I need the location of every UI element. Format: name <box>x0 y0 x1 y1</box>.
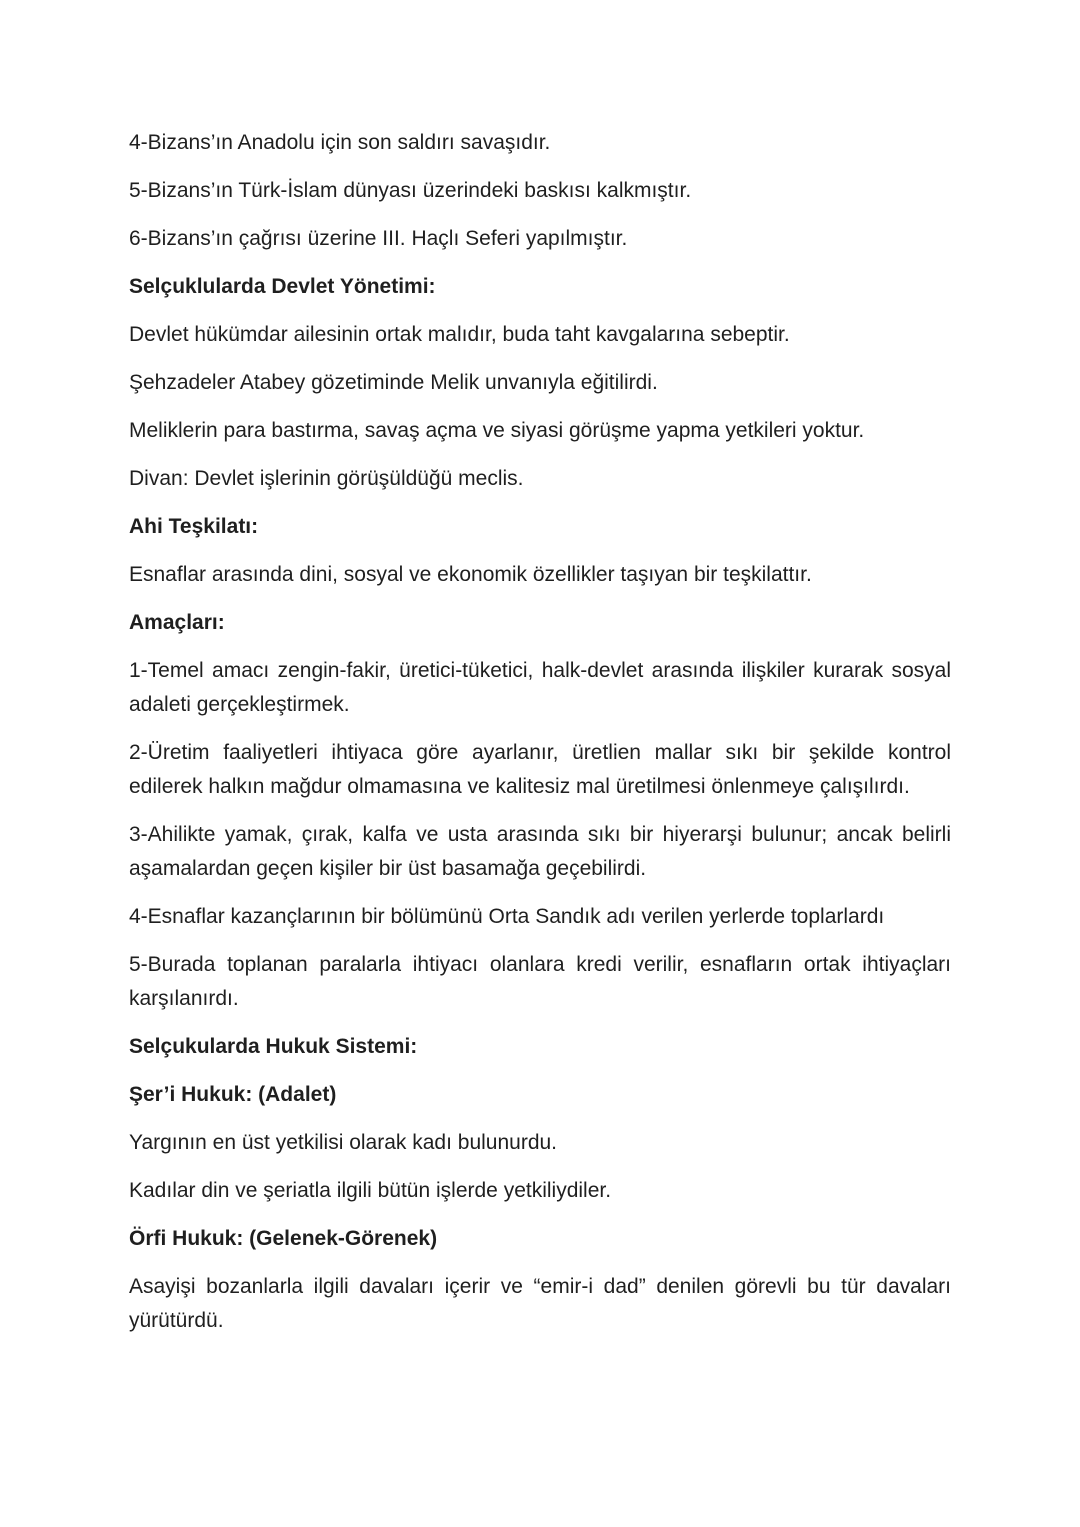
paragraph-bizans-anadolu: 4-Bizans’ın Anadolu için son saldırı savaşıdır. <box>129 131 551 154</box>
list-item-amac-2: 2-Üretim faaliyetleri ihtiyaca göre ayarlanır, üretlien mallar sıkı bir şekilde kontrol edilerek halkın mağdur olmamasına ve kalitesiz mal üretilmesi önlenmeye çalışılırdı. <box>129 741 951 798</box>
list-item-amac-5: 5-Burada toplanan paralarla ihtiyacı olanlara kredi verilir, esnafların ortak ihtiyaçları karşılanırdı. <box>129 953 951 1010</box>
list-item-amac-4: 4-Esnaflar kazançlarının bir bölümünü Orta Sandık adı verilen yerlerde toplarlardı <box>129 905 885 928</box>
heading-ahi-teskilati: Ahi Teşkilatı: <box>129 515 259 538</box>
heading-orfi-hukuk: Örfi Hukuk: (Gelenek-Görenek) <box>129 1227 438 1250</box>
paragraph-asayis: Asayişi bozanlarla ilgili davaları içerir ve “emir-i dad” denilen görevli bu tür davaları yürütürdü. <box>129 1275 951 1332</box>
paragraph-melikler: Meliklerin para bastırma, savaş açma ve siyasi görüşme yapma yetkileri yoktur. <box>129 419 865 442</box>
paragraph-divan: Divan: Devlet işlerinin görüşüldüğü meclis. <box>129 467 524 490</box>
paragraph-esnaflar: Esnaflar arasında dini, sosyal ve ekonomik özellikler taşıyan bir teşkilattır. <box>129 563 812 586</box>
heading-hukuk-sistemi: Selçukularda Hukuk Sistemi: <box>129 1035 418 1058</box>
list-item-amac-3: 3-Ahilikte yamak, çırak, kalfa ve usta arasında sıkı bir hiyerarşi bulunur; ancak belirli aşamalardan geçen kişiler bir üst basamağa geçebilirdi. <box>129 823 951 880</box>
paragraph-bizans-baskisi: 5-Bizans’ın Türk-İslam dünyası üzerindeki baskısı kalkmıştır. <box>129 179 692 202</box>
heading-devlet-yonetimi: Selçuklularda Devlet Yönetimi: <box>129 275 436 298</box>
document-page <box>129 126 951 1352</box>
list-item-amac-1: 1-Temel amacı zengin-fakir, üretici-tüketici, halk-devlet arasında ilişkiler kurarak sosyal adaleti gerçekleştirmek. <box>129 659 951 716</box>
heading-seri-hukuk: Şer’i Hukuk: (Adalet) <box>129 1083 337 1106</box>
paragraph-kadi: Yargının en üst yetkilisi olarak kadı bulunurdu. <box>129 1131 558 1154</box>
paragraph-sehzadeler: Şehzadeler Atabey gözetiminde Melik unvanıyla eğitilirdi. <box>129 371 658 394</box>
paragraph-hukumdar-ailesi: Devlet hükümdar ailesinin ortak malıdır, buda taht kavgalarına sebeptir. <box>129 323 790 346</box>
paragraph-kadilar: Kadılar din ve şeriatla ilgili bütün işlerde yetkiliydiler. <box>129 1179 612 1202</box>
heading-amaclari: Amaçları: <box>129 611 225 634</box>
paragraph-hacli-seferi: 6-Bizans’ın çağrısı üzerine III. Haçlı Seferi yapılmıştır. <box>129 227 628 250</box>
